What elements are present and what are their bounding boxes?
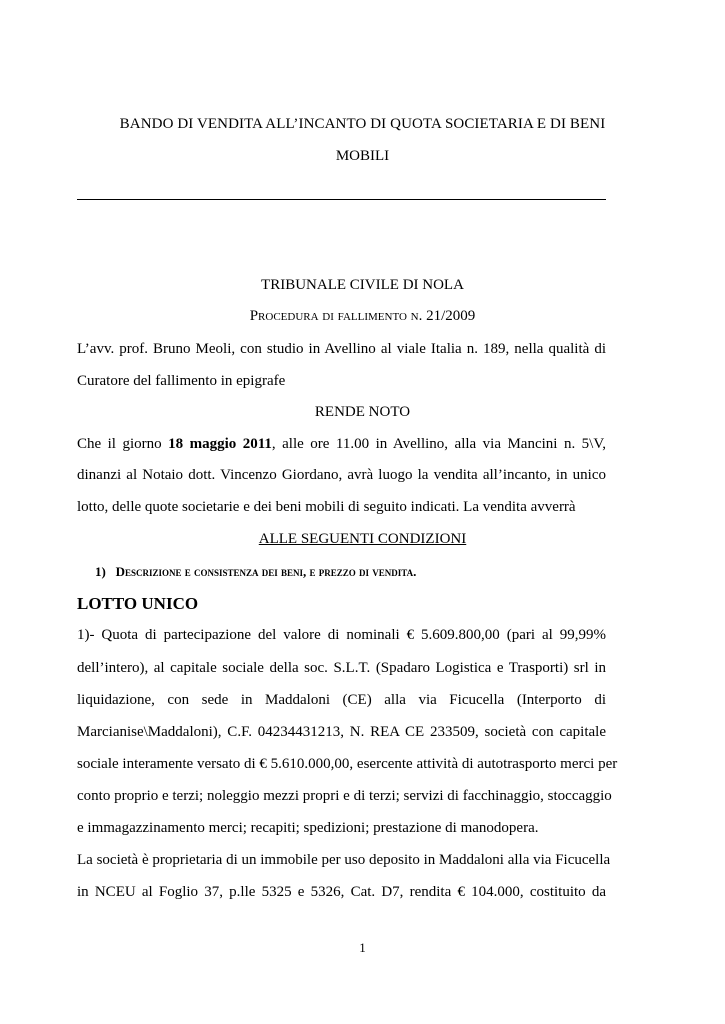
section-1-heading [95,564,416,580]
property-line-2: in NCEU al Foglio 37, p.lle 5325 e 5326, Cat. D7, rendita € 104.000, costituito da [77,884,606,900]
lot-line-4: Marcianise\Maddaloni), C.F. 04234431213, N. REA CE 233509, società con capitale [77,724,606,740]
document-title-line-2: MOBILI [335,148,390,164]
procedure-label: Procedura di fallimento n. [249,308,423,324]
announce-suffix: , alle ore 11.00 in Avellino, alla via Mancini n. 5\V, [271,436,606,452]
lot-line-6: conto proprio e terzi; noleggio mezzi propri e di terzi; servizi di facchinaggio, stoccaggio [77,788,612,804]
court-name: TRIBUNALE CIVILE DI NOLA [261,277,464,293]
announce-line-3: lotto, delle quote societarie e dei beni mobili di seguito indicati. La vendita avverrà [77,499,576,515]
lot-line-3: liquidazione, con sede in Maddaloni (CE) alla via Ficucella (Interporto di [77,692,606,708]
intro-line-1: L’avv. prof. Bruno Meoli, con studio in Avellino al viale Italia n. 189, nella qualità di [77,341,606,357]
intro-line-2: Curatore del fallimento in epigrafe [77,373,286,389]
announce-prefix: Che il giorno [77,436,169,452]
section-1-title: Descrizione e consistenza dei beni, e prezzo di vendita. [115,564,417,579]
page-number: 1 [359,940,366,955]
lot-heading: LOTTO UNICO [77,594,199,613]
section-1-number: 1) [95,564,106,579]
property-line-1: La società è proprietaria di un immobile per uso deposito in Maddaloni alla via Ficucella [77,852,611,868]
procedure-reference [0,308,725,325]
conditions-heading: ALLE SEGUENTI CONDIZIONI [258,531,467,547]
procedure-number: 21/2009 [422,308,476,324]
announce-line-2: dinanzi al Notaio dott. Vincenzo Giordano, avrà luogo la vendita all’incanto, in unico [77,467,606,483]
notice-heading: RENDE NOTO [314,404,411,420]
title-divider [77,199,606,200]
lot-line-1: 1)- Quota di partecipazione del valore di nominali € 5.609.800,00 (pari al 99,99% [77,627,606,643]
lot-line-5: sociale interamente versato di € 5.610.000,00, esercente attività di autotrasporto merci per [77,756,618,772]
lot-line-2: dell’intero), al capitale sociale della soc. S.L.T. (Spadaro Logistica e Trasporti) srl in [77,660,606,676]
announce-line-1 [77,436,606,453]
lot-line-7: e immagazzinamento merci; recapiti; spedizioni; prestazione di manodopera. [77,820,539,836]
document-title-line-1: BANDO DI VENDITA ALL’INCANTO DI QUOTA SOCIETARIA E DI BENI [119,116,606,132]
auction-date: 18 maggio 2011 [168,436,272,452]
